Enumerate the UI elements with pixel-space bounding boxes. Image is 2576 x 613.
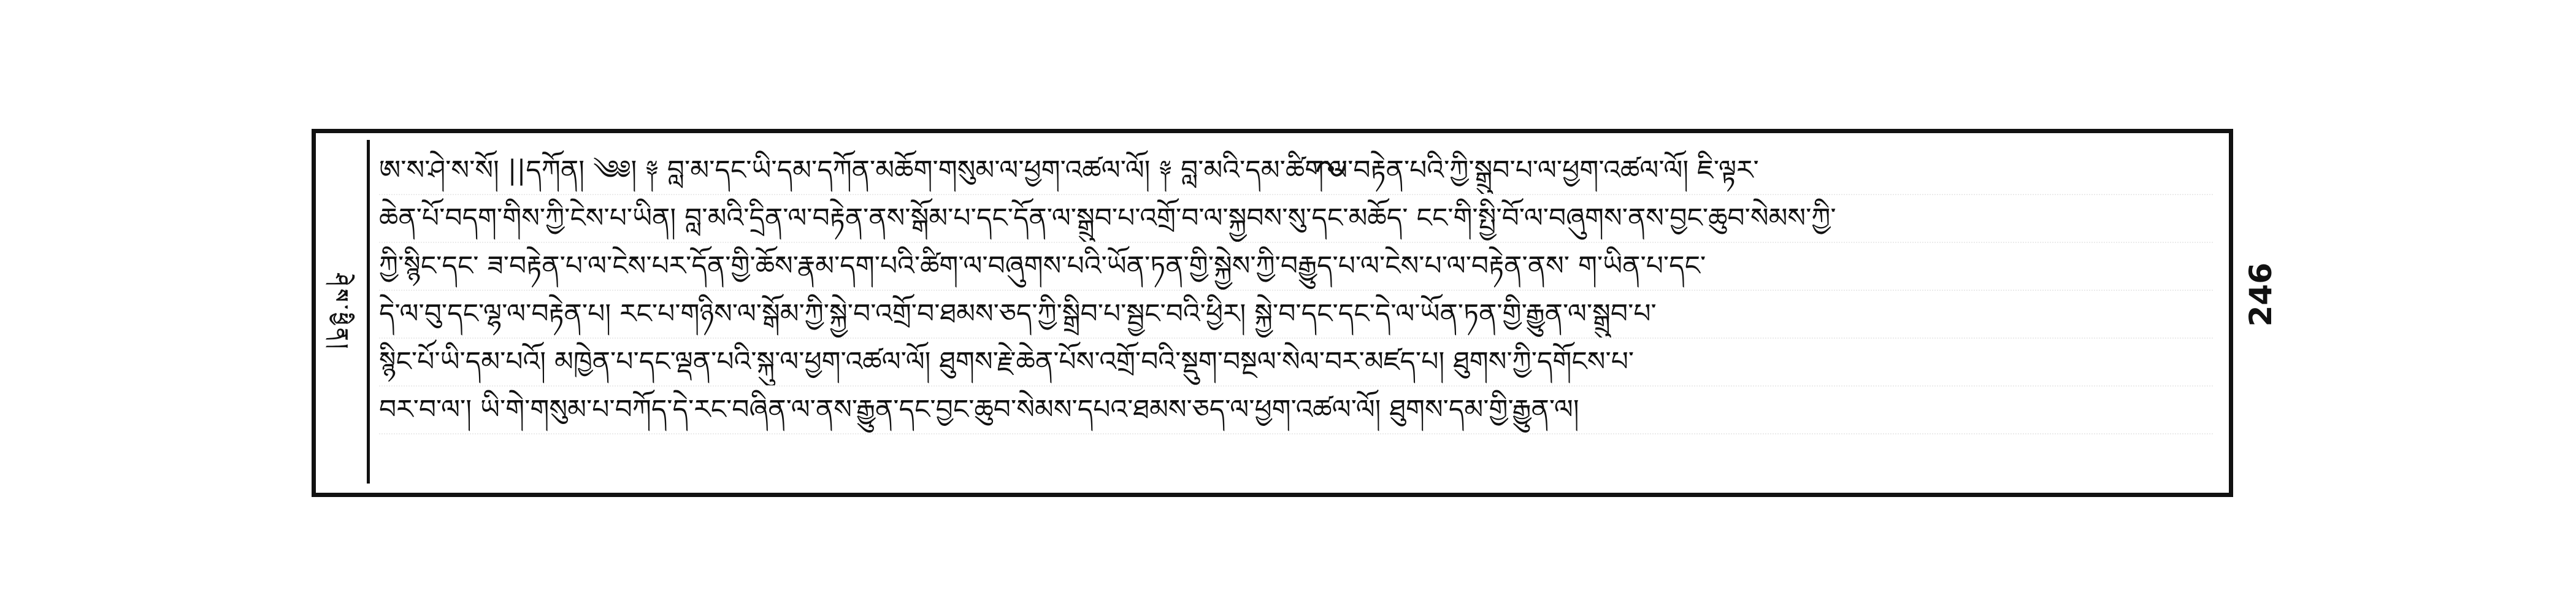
text-body xyxy=(379,147,2213,479)
text-line: བར་བ་ལ་། ཡི་གེ་གསུམ་པ་བཀོད་དེ་རང་བཞིན་ལ་ནས་རྒྱུན་དང་བྱང་ཆུབ་སེམས་དཔའ་ཐམས་ཅད་ལ་ཕྱག་འཚལ་ལོ། ཐུགས་དམ་གྱི་རྒྱུན་ལ། xyxy=(379,387,2213,434)
folio-number-text: 246 xyxy=(2243,262,2279,327)
folio-number xyxy=(2242,245,2279,344)
text-line: ཆེན་པོ་བདག་གིས་ཀྱི་ངེས་པ་ཡིན། བླ་མའི་དྲིན་ལ་བརྟེན་ནས་སྒོམ་པ་དང་དོན་ལ་སྒྲུབ་པ་འགྲོ་བ་ལ་སྐྱབས་སུ་དང་མཆོད་ ངང་གི་སྤྱི་བོ་ལ་བཞུགས་ནས་བྱང་ཆུབ་སེམས་ཀྱི་ xyxy=(379,195,2213,243)
margin-divider xyxy=(367,140,370,484)
text-line: སྙིང་པོ་ཡི་དམ་པའོ། མཁྱེན་པ་དང་ལྡན་པའི་སྐུ་ལ་ཕྱག་འཚལ་ལོ། ཐུགས་རྗེ་ཆེན་པོས་འགྲོ་བའི་སྡུག་བསྔལ་སེལ་བར་མཛད་པ། ཐུགས་ཀྱི་དགོངས་པ་ xyxy=(379,339,2213,387)
text-line: དེ་ལ་བུ་དང་ལྷ་ལ་བརྟེན་པ། རང་པ་གཉིས་ལ་སྒོམ་ཀྱི་སྐྱེ་བ་འགྲོ་བ་ཐམས་ཅད་ཀྱི་སྒྲིབ་པ་སྦྱང་བའི་ཕྱིར། སྐྱེ་བ་དང་དང་དེ་ལ་ཡོན་ཏན་གྱི་རྒྱུན་ལ་སྒྲུབ་པ་ xyxy=(379,291,2213,339)
text-line: ཀྱི་སྙིང་དང་ ཟ་བརྟེན་པ་ལ་ངེས་པར་དོན་གྱི་ཆོས་རྣམ་དག་པའི་ཚིག་ལ་བཞུགས་པའི་ཡོན་ཏན་གྱི་སྐྱེས་ཀྱི་བརྒྱུད་པ་ལ་ངེས་པ་ལ་བརྟེན་ནས་ ག་ཡིན་པ་དང་ xyxy=(379,243,2213,291)
margin-title xyxy=(319,141,362,485)
text-line: ཨ་ས་ཤེ་ས་སོ། ||དཀོན། ༄༅། ༈ བླ་མ་དང་ཡི་དམ་དཀོན་མཆོག་གསུམ་ལ་ཕྱག་འཚལ་ལོ། ༈ བླ་མའི་དམ་ཚིག་ལ་བརྟེན་པའི་ཀྱི་སྒྲུབ་པ་ལ་ཕྱག་འཚལ་ལོ། ཇི་ལྟར་ xyxy=(379,147,2213,195)
margin-title-text: ཤེས་ཕྱིན། xyxy=(330,274,351,352)
